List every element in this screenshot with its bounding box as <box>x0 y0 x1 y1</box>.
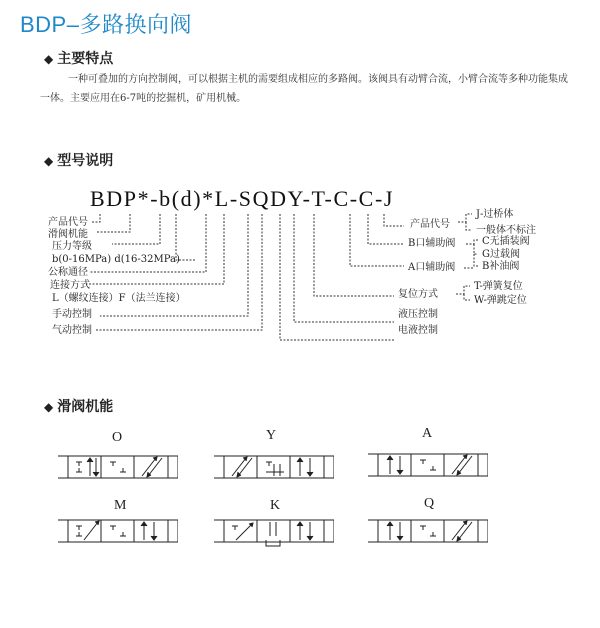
valve-label-k: K <box>270 498 281 513</box>
valve-symbol-m <box>58 516 178 546</box>
label-connection: 连接方式 <box>50 280 90 291</box>
label-j-option: J-过桥体 <box>476 209 514 220</box>
section-model-heading: ◆ 型号说明 <box>44 153 114 169</box>
label-slide-function: 滑阀机能 <box>48 229 88 240</box>
label-manual-control: 手动控制 <box>52 309 92 320</box>
label-c-option: C无插装阀 <box>482 236 530 247</box>
valve-label-q: Q <box>424 496 435 511</box>
label-default-option: 一般体不标注 <box>476 225 536 236</box>
label-reset-mode: 复位方式 <box>398 289 438 300</box>
label-pressure-grade: 压力等级 <box>52 241 92 252</box>
diamond-icon: ◆ <box>44 400 54 414</box>
label-b-option: B补油阀 <box>482 261 520 272</box>
section-features-heading: ◆ 主要特点 <box>44 51 114 67</box>
model-code: BDP*-b(d)*L-SQDY-T-C-C-J <box>90 186 395 211</box>
valve-symbol-k <box>214 516 334 556</box>
diamond-icon: ◆ <box>44 52 54 66</box>
valve-label-y: Y <box>266 428 277 443</box>
label-nominal-diameter: 公称通径 <box>48 267 88 278</box>
label-b-port-aux: B口辅助阀 <box>408 238 456 249</box>
label-product-code: 产品代号 <box>48 217 88 228</box>
label-hydraulic-control: 液压控制 <box>398 309 438 320</box>
section-function-heading: ◆ 滑阀机能 <box>44 399 114 415</box>
diamond-icon: ◆ <box>44 154 54 168</box>
label-t-option: T-弹簧复位 <box>474 281 523 292</box>
label-pneumatic-control: 气动控制 <box>52 325 92 336</box>
valve-label-o: O <box>112 430 123 445</box>
valve-label-a: A <box>422 426 433 441</box>
label-right-product-code: 产品代号 <box>410 219 450 230</box>
valve-label-m: M <box>114 498 127 513</box>
valve-symbol-y <box>214 452 334 482</box>
label-electro-hydraulic-control: 电液控制 <box>398 325 438 336</box>
label-a-port-aux: A口辅助阀 <box>408 262 456 273</box>
label-w-option: W-弹跳定位 <box>474 295 527 306</box>
page-title: BDP–多路换向阀 <box>20 12 192 37</box>
valve-symbol-q <box>368 516 488 546</box>
label-connection-values: L（螺纹连接）F（法兰连接） <box>52 293 186 304</box>
label-pressure-values: b(0-16MPa) d(16-32MPa) <box>52 254 180 265</box>
label-g-option: G过载阀 <box>482 249 520 260</box>
valve-symbol-o <box>58 452 178 482</box>
valve-symbol-a <box>368 450 488 480</box>
intro-paragraph: 一种可叠加的方向控制阀，可以根据主机的需要组成相应的多路阀。该阀具有动臂合流，小臂合流等多种功能集成一体。主要应用在6-7吨的挖掘机，矿用机械。 <box>40 74 568 104</box>
